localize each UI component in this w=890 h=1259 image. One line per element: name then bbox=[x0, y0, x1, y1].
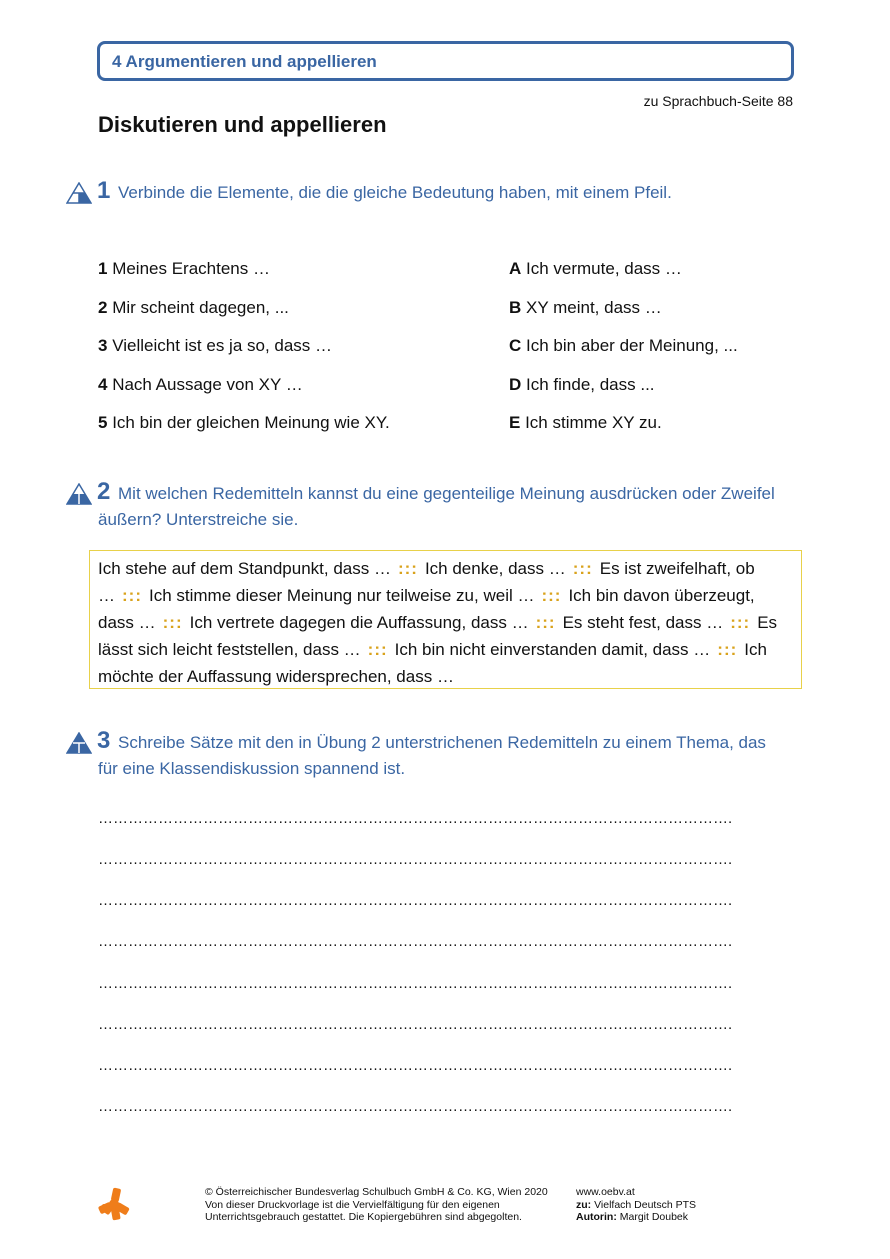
phrase-separator: ::: bbox=[162, 613, 183, 632]
writing-line[interactable]: ………………………………………………………………………………………………………………. bbox=[98, 977, 733, 991]
difficulty-pyramid-icon bbox=[66, 483, 92, 505]
left-phrase-list bbox=[98, 258, 498, 451]
phrase[interactable]: Es lässt sich leicht feststellen, dass … bbox=[98, 613, 778, 659]
task-number: 3 bbox=[97, 727, 111, 754]
phrase-separator: ::: bbox=[572, 559, 593, 578]
writing-line[interactable]: ………………………………………………………………………………………………………………. bbox=[98, 812, 733, 826]
phrase-separator: ::: bbox=[535, 613, 556, 632]
phrase[interactable]: Es steht fest, dass … bbox=[562, 613, 724, 632]
writing-line[interactable]: ………………………………………………………………………………………………………………. bbox=[98, 1059, 733, 1073]
phrase[interactable]: Ich bin davon überzeugt, dass … bbox=[98, 586, 755, 632]
list-item: 3 Vielleicht ist es ja so, dass … bbox=[98, 336, 333, 355]
phrase[interactable]: Ich denke, dass … bbox=[424, 559, 566, 578]
book-info: zu: Vielfach Deutsch PTS bbox=[576, 1198, 697, 1211]
list-item: 4 Nach Aussage von XY … bbox=[98, 374, 303, 394]
list-item: E Ich stimme XY zu. bbox=[509, 413, 662, 432]
phrase[interactable]: Ich vertrete dagegen die Auffassung, dass … bbox=[189, 613, 529, 632]
difficulty-pyramid-icon bbox=[66, 182, 92, 204]
website-link[interactable]: www.oebv.at bbox=[576, 1186, 635, 1198]
writing-line[interactable]: ………………………………………………………………………………………………………………. bbox=[98, 894, 733, 908]
task-instruction: Verbinde die Elemente, die die gleiche Bedeutung haben, mit einem Pfeil. bbox=[118, 183, 672, 202]
phrase[interactable]: Es ist zweifelhaft, ob … bbox=[98, 559, 755, 605]
phrase-separator: ::: bbox=[122, 586, 142, 605]
phrase-separator: ::: bbox=[367, 640, 388, 659]
task-number: 2 bbox=[97, 478, 111, 505]
chapter-header-box bbox=[97, 41, 794, 81]
publisher-logo-icon bbox=[96, 1186, 132, 1222]
list-item: D Ich finde, dass ... bbox=[509, 374, 655, 394]
writing-line[interactable]: ………………………………………………………………………………………………………………. bbox=[98, 935, 733, 949]
difficulty-pyramid-icon bbox=[66, 732, 92, 754]
right-phrase-list bbox=[509, 258, 809, 451]
list-item: C Ich bin aber der Meinung, ... bbox=[509, 336, 738, 355]
task-instruction: Schreibe Sätze mit den in Übung 2 unterstrichenen Redemitteln zu einem Thema, das für eine Klassendiskussion spannend ist. bbox=[98, 733, 766, 778]
phrase[interactable]: Ich stimme dieser Meinung nur teilweise zu, weil … bbox=[148, 586, 535, 605]
writing-line[interactable]: ………………………………………………………………………………………………………………. bbox=[98, 853, 733, 867]
phrase[interactable]: Ich möchte der Auffassung widersprechen, dass … bbox=[98, 640, 767, 686]
phrase-separator: ::: bbox=[717, 640, 738, 659]
chapter-title: 4 Argumentieren und appellieren bbox=[112, 52, 377, 71]
list-item: B XY meint, dass … bbox=[509, 297, 662, 317]
page-reference: zu Sprachbuch-Seite 88 bbox=[643, 93, 793, 109]
page-title: Diskutieren und appellieren bbox=[98, 112, 387, 137]
phrase-separator: ::: bbox=[541, 586, 562, 605]
phrase[interactable]: Ich bin nicht einverstanden damit, dass … bbox=[394, 640, 711, 659]
footer-copyright: © Österreichischer Bundesverlag Schulbuch GmbH & Co. KG, Wien 2020 Von dieser Druckvorlage ist die Vervielfältigung für den eigenen Unterrichtsgebrauch gestattet. Die Kopiergebühren sind abgegolten. bbox=[205, 1186, 548, 1223]
author-info: Autorin: Margit Doubek bbox=[576, 1211, 689, 1223]
task-instruction: Mit welchen Redemitteln kannst du eine gegenteilige Meinung ausdrücken oder Zweifel äußern? Unterstreiche sie. bbox=[98, 484, 775, 529]
phrase-separator: ::: bbox=[730, 613, 751, 632]
phrase-separator: ::: bbox=[397, 559, 418, 578]
phrase[interactable]: Ich stehe auf dem Standpunkt, dass … bbox=[98, 559, 391, 578]
list-item: 1 Meines Erachtens … bbox=[98, 259, 270, 278]
list-item: 5 Ich bin der gleichen Meinung wie XY. bbox=[98, 413, 390, 432]
writing-line[interactable]: ………………………………………………………………………………………………………………. bbox=[98, 1100, 733, 1114]
phrase-box bbox=[89, 550, 802, 689]
writing-line[interactable]: ………………………………………………………………………………………………………………. bbox=[98, 1018, 733, 1032]
list-item: 2 Mir scheint dagegen, ... bbox=[98, 297, 289, 317]
task-number: 1 bbox=[97, 177, 111, 204]
list-item: A Ich vermute, dass … bbox=[509, 259, 682, 278]
footer-info bbox=[576, 1186, 796, 1224]
